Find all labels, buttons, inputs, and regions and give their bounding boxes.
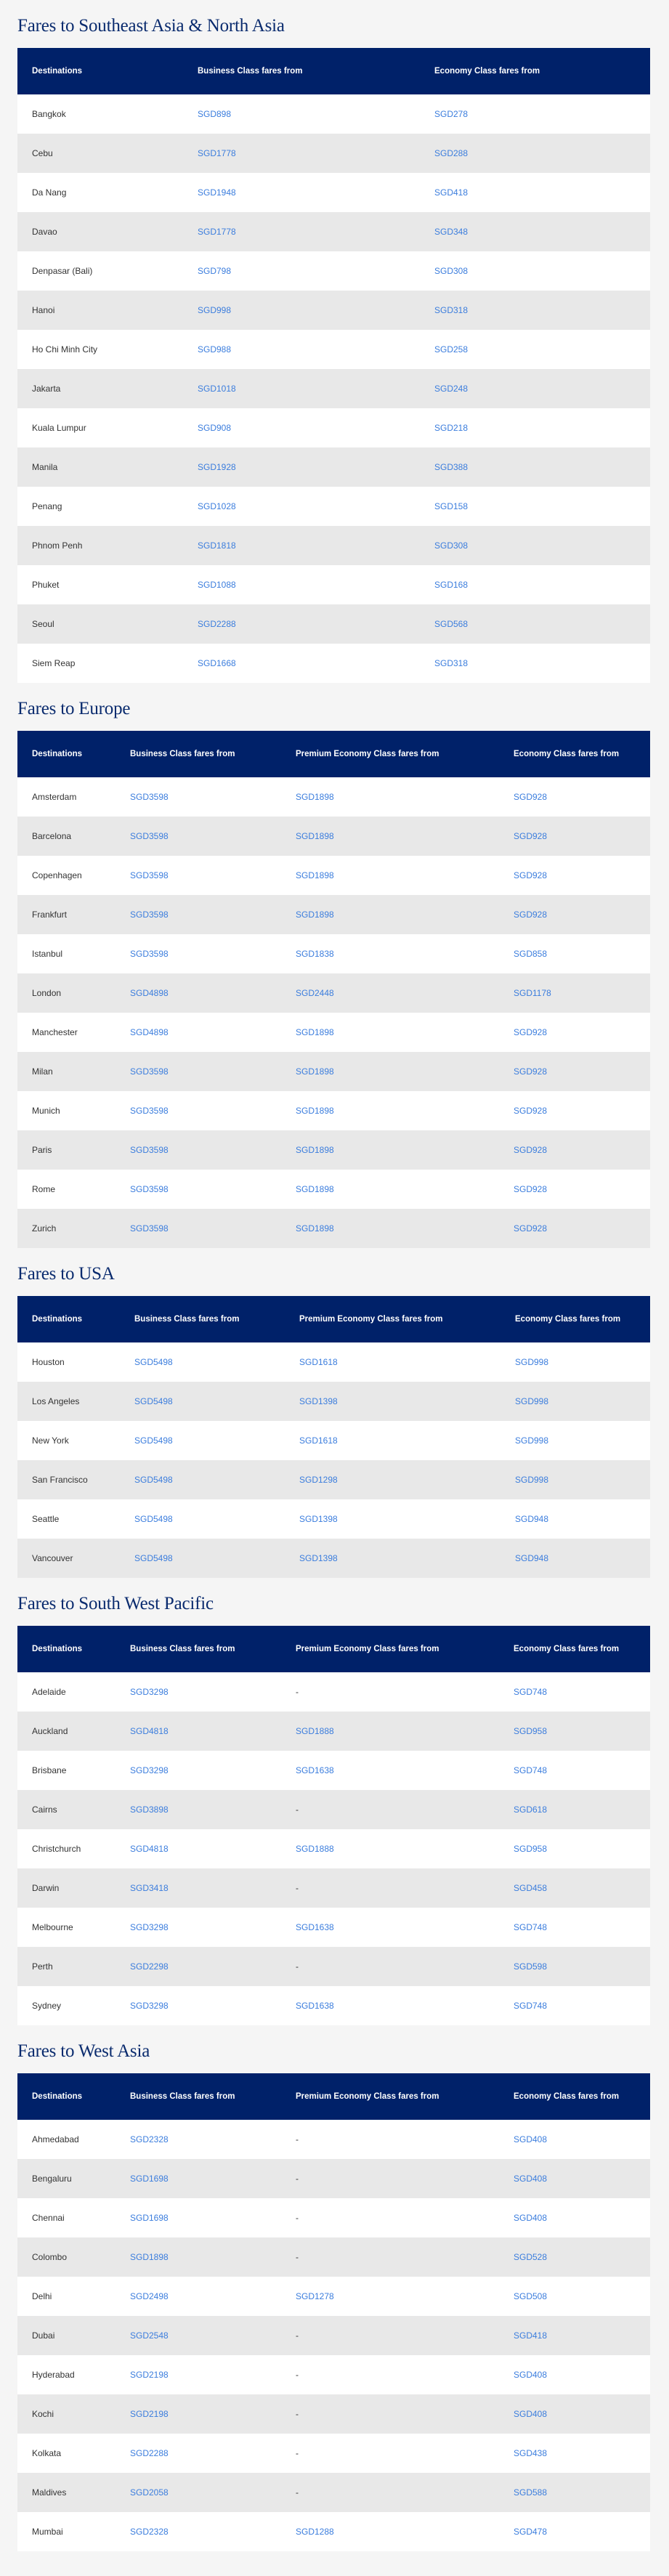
fare-link[interactable]: SGD1838 <box>296 949 334 959</box>
fare-link[interactable]: SGD1698 <box>130 2213 169 2223</box>
table-row <box>17 2394 650 2434</box>
destination-name: Istanbul <box>32 949 63 959</box>
fare-link[interactable]: SGD1898 <box>296 910 334 920</box>
table-row <box>17 1209 650 1248</box>
fare-unavailable: - <box>296 1805 299 1815</box>
fare-link[interactable]: SGD2448 <box>296 988 334 998</box>
table-row <box>17 604 650 644</box>
destination-name: Jakarta <box>32 384 61 394</box>
table-row <box>17 2512 650 2551</box>
fare-link[interactable]: SGD408 <box>514 2213 548 2223</box>
table-header-row <box>17 2073 650 2120</box>
table-row <box>17 2198 650 2237</box>
fare-unavailable: - <box>296 2409 299 2419</box>
column-header: Premium Economy Class fares from <box>296 750 439 758</box>
destination-name: Mumbai <box>32 2527 63 2537</box>
fare-link[interactable]: SGD5498 <box>134 1357 173 1367</box>
fare-link[interactable]: SGD388 <box>434 462 469 472</box>
fare-link[interactable]: SGD928 <box>514 1027 548 1037</box>
column-header: Economy Class fares from <box>434 67 540 76</box>
column-header: Business Class fares from <box>130 2092 235 2101</box>
fare-link[interactable]: SGD1398 <box>299 1514 338 1524</box>
fare-link[interactable]: SGD958 <box>514 1726 548 1736</box>
destination-name: Vancouver <box>32 1553 73 1563</box>
column-header: Business Class fares from <box>130 1645 235 1653</box>
fare-link[interactable]: SGD748 <box>514 1687 548 1697</box>
fare-link[interactable]: SGD4818 <box>130 1844 169 1854</box>
table-row <box>17 2434 650 2473</box>
table-row <box>17 1790 650 1829</box>
fare-link[interactable]: SGD928 <box>514 910 548 920</box>
fare-link[interactable]: SGD1818 <box>198 540 236 551</box>
destination-name: Siem Reap <box>32 658 76 668</box>
destination-name: Bengaluru <box>32 2174 72 2184</box>
fare-link[interactable]: SGD1638 <box>296 2001 334 2011</box>
table-row <box>17 526 650 565</box>
table-row <box>17 1499 650 1539</box>
table-row <box>17 1947 650 1986</box>
fare-unavailable: - <box>296 2213 299 2223</box>
table-row <box>17 1868 650 1908</box>
fare-link[interactable]: SGD568 <box>434 619 469 629</box>
fare-link[interactable]: SGD1298 <box>299 1475 338 1485</box>
fare-link[interactable]: SGD3298 <box>130 1922 169 1932</box>
section-title: Fares to South West Pacific <box>17 1594 214 1613</box>
fare-link[interactable]: SGD928 <box>514 870 548 880</box>
destination-name: Da Nang <box>32 187 67 198</box>
destination-name: Auckland <box>32 1726 68 1736</box>
fare-link[interactable]: SGD278 <box>434 109 469 119</box>
fare-link[interactable]: SGD478 <box>514 2527 548 2537</box>
fare-link[interactable]: SGD438 <box>514 2448 548 2458</box>
destination-name: Melbourne <box>32 1922 73 1932</box>
fare-link[interactable]: SGD1618 <box>299 1357 338 1367</box>
fare-link[interactable]: SGD508 <box>514 2291 548 2301</box>
table-row <box>17 408 650 447</box>
column-header: Business Class fares from <box>130 750 235 758</box>
fare-link[interactable]: SGD4898 <box>130 988 169 998</box>
table-row <box>17 973 650 1013</box>
table-row <box>17 1751 650 1790</box>
table-row <box>17 1130 650 1170</box>
fare-link[interactable]: SGD2298 <box>130 1961 169 1972</box>
fare-link[interactable]: SGD418 <box>514 2330 548 2341</box>
column-header: Business Class fares from <box>134 1315 240 1324</box>
destination-name: Bangkok <box>32 109 66 119</box>
table-row <box>17 212 650 251</box>
column-header: Economy Class fares from <box>514 1645 620 1653</box>
fare-link[interactable]: SGD2548 <box>130 2330 169 2341</box>
destination-name: Phuket <box>32 580 60 590</box>
fare-unavailable: - <box>296 2487 299 2498</box>
fare-link[interactable]: SGD1898 <box>296 1145 334 1155</box>
destination-name: Sydney <box>32 2001 62 2011</box>
column-header: Economy Class fares from <box>515 1315 621 1324</box>
table-row <box>17 2473 650 2512</box>
fare-link[interactable]: SGD958 <box>514 1844 548 1854</box>
fare-link[interactable]: SGD4818 <box>130 1726 169 1736</box>
table-row <box>17 134 650 173</box>
fare-link[interactable]: SGD998 <box>515 1396 549 1406</box>
fare-link[interactable]: SGD598 <box>514 1961 548 1972</box>
fare-link[interactable]: SGD3598 <box>130 1145 169 1155</box>
table-row <box>17 251 650 291</box>
fare-link[interactable]: SGD3598 <box>130 1223 169 1234</box>
section-west-asia <box>17 2025 650 2551</box>
destination-name: Denpasar (Bali) <box>32 266 93 276</box>
fare-link[interactable]: SGD248 <box>434 384 469 394</box>
column-header: Destinations <box>32 2092 83 2101</box>
destination-name: Colombo <box>32 2252 68 2262</box>
table-row <box>17 1342 650 1382</box>
destination-name: Hyderabad <box>32 2370 75 2380</box>
fare-link[interactable]: SGD928 <box>514 1184 548 1194</box>
fare-link[interactable]: SGD1898 <box>296 792 334 802</box>
destination-name: Barcelona <box>32 831 72 841</box>
table-row <box>17 1908 650 1947</box>
fare-link[interactable]: SGD3598 <box>130 1106 169 1116</box>
fare-link[interactable]: SGD3898 <box>130 1805 169 1815</box>
fares-table <box>17 731 650 1248</box>
destination-name: New York <box>32 1435 69 1446</box>
fare-link[interactable]: SGD318 <box>434 305 469 315</box>
fare-link[interactable]: SGD1178 <box>514 988 551 998</box>
column-header: Destinations <box>32 1645 83 1653</box>
fare-link[interactable]: SGD948 <box>515 1514 549 1524</box>
fare-link[interactable]: SGD3598 <box>130 831 169 841</box>
fare-link[interactable]: SGD928 <box>514 1106 548 1116</box>
fare-link[interactable]: SGD5498 <box>134 1475 173 1485</box>
fare-link[interactable]: SGD3298 <box>130 1765 169 1775</box>
table-row <box>17 1539 650 1578</box>
fare-link[interactable]: SGD1778 <box>198 148 236 158</box>
fare-link[interactable]: SGD928 <box>514 1145 548 1155</box>
destination-name: San Francisco <box>32 1475 88 1485</box>
table-row <box>17 291 650 330</box>
fare-link[interactable]: SGD1638 <box>296 1765 334 1775</box>
fare-link[interactable]: SGD908 <box>198 423 232 433</box>
destination-name: Hanoi <box>32 305 55 315</box>
destination-name: London <box>32 988 62 998</box>
fare-link[interactable]: SGD2288 <box>198 619 236 629</box>
table-row <box>17 1421 650 1460</box>
fare-link[interactable]: SGD3598 <box>130 1066 169 1077</box>
fare-link[interactable]: SGD348 <box>434 227 469 237</box>
fare-link[interactable]: SGD5498 <box>134 1514 173 1524</box>
fare-link[interactable]: SGD258 <box>434 344 469 355</box>
fare-link[interactable]: SGD5498 <box>134 1435 173 1446</box>
destination-name: Paris <box>32 1145 52 1155</box>
destination-name: Kuala Lumpur <box>32 423 86 433</box>
fare-link[interactable]: SGD928 <box>514 1223 548 1234</box>
fare-link[interactable]: SGD3598 <box>130 910 169 920</box>
fare-link[interactable]: SGD748 <box>514 2001 548 2011</box>
fare-link[interactable]: SGD1898 <box>296 1027 334 1037</box>
fare-link[interactable]: SGD2328 <box>130 2527 169 2537</box>
destination-name: Maldives <box>32 2487 67 2498</box>
fare-link[interactable]: SGD998 <box>515 1475 549 1485</box>
fare-link[interactable]: SGD1948 <box>198 187 236 198</box>
table-row <box>17 565 650 604</box>
table-row <box>17 369 650 408</box>
destination-name: Darwin <box>32 1883 60 1893</box>
fare-unavailable: - <box>296 1883 299 1893</box>
fare-link[interactable]: SGD798 <box>198 266 232 276</box>
fare-unavailable: - <box>296 2134 299 2144</box>
destination-name: Seattle <box>32 1514 60 1524</box>
fare-unavailable: - <box>296 2330 299 2341</box>
fare-unavailable: - <box>296 1961 299 1972</box>
fare-link[interactable]: SGD158 <box>434 501 469 511</box>
destination-name: Munich <box>32 1106 60 1116</box>
table-row <box>17 2277 650 2316</box>
table-row <box>17 2159 650 2198</box>
table-row <box>17 1712 650 1751</box>
fare-unavailable: - <box>296 2252 299 2262</box>
fare-link[interactable]: SGD1898 <box>296 1223 334 1234</box>
column-header: Economy Class fares from <box>514 750 620 758</box>
fare-link[interactable]: SGD748 <box>514 1922 548 1932</box>
fare-link[interactable]: SGD1778 <box>198 227 236 237</box>
destination-name: Los Angeles <box>32 1396 80 1406</box>
table-row <box>17 2237 650 2277</box>
column-header: Destinations <box>32 67 83 76</box>
table-row <box>17 934 650 973</box>
fare-unavailable: - <box>296 2370 299 2380</box>
destination-name: Cebu <box>32 148 53 158</box>
fare-link[interactable]: SGD1898 <box>130 2252 169 2262</box>
fare-link[interactable]: SGD988 <box>198 344 232 355</box>
table-row <box>17 856 650 895</box>
fare-link[interactable]: SGD3598 <box>130 870 169 880</box>
fare-link[interactable]: SGD1398 <box>299 1396 338 1406</box>
destination-name: Chennai <box>32 2213 65 2223</box>
fare-link[interactable]: SGD1638 <box>296 1922 334 1932</box>
fare-link[interactable]: SGD5498 <box>134 1553 173 1563</box>
fare-link[interactable]: SGD998 <box>515 1357 549 1367</box>
destination-name: Perth <box>32 1961 53 1972</box>
fare-link[interactable]: SGD2198 <box>130 2370 169 2380</box>
fare-link[interactable]: SGD1398 <box>299 1553 338 1563</box>
destination-name: Frankfurt <box>32 910 68 920</box>
fare-link[interactable]: SGD418 <box>434 187 469 198</box>
fare-link[interactable]: SGD1028 <box>198 501 236 511</box>
table-row <box>17 777 650 817</box>
page-bottom-spacer <box>17 2551 650 2566</box>
table-row <box>17 1986 650 2025</box>
fare-link[interactable]: SGD998 <box>515 1435 549 1446</box>
table-row <box>17 817 650 856</box>
table-row <box>17 1013 650 1052</box>
fare-link[interactable]: SGD3418 <box>130 1883 169 1893</box>
destination-name: Houston <box>32 1357 65 1367</box>
destination-name: Seoul <box>32 619 54 629</box>
fare-link[interactable]: SGD1278 <box>296 2291 334 2301</box>
destination-name: Rome <box>32 1184 56 1194</box>
fare-link[interactable]: SGD2328 <box>130 2134 169 2144</box>
destination-name: Zurich <box>32 1223 57 1234</box>
destination-name: Penang <box>32 501 62 511</box>
table-header-row <box>17 731 650 777</box>
fare-link[interactable]: SGD998 <box>198 305 232 315</box>
destination-name: Christchurch <box>32 1844 81 1854</box>
fare-link[interactable]: SGD318 <box>434 658 469 668</box>
fare-link[interactable]: SGD2288 <box>130 2448 169 2458</box>
destination-name: Milan <box>32 1066 53 1077</box>
table-row <box>17 644 650 683</box>
column-header: Destinations <box>32 750 83 758</box>
fares-table <box>17 48 650 683</box>
destination-name: Cairns <box>32 1805 57 1815</box>
section-title: Fares to Europe <box>17 699 131 718</box>
fare-link[interactable]: SGD1618 <box>299 1435 338 1446</box>
fare-link[interactable]: SGD898 <box>198 109 232 119</box>
fare-link[interactable]: SGD308 <box>434 266 469 276</box>
table-row <box>17 447 650 487</box>
destination-name: Ho Chi Minh City <box>32 344 98 355</box>
fare-link[interactable]: SGD1928 <box>198 462 236 472</box>
column-header: Premium Economy Class fares from <box>296 2092 439 2101</box>
fare-link[interactable]: SGD928 <box>514 792 548 802</box>
destination-name: Copenhagen <box>32 870 82 880</box>
fare-link[interactable]: SGD1288 <box>296 2527 334 2537</box>
table-row <box>17 487 650 526</box>
fare-link[interactable]: SGD3298 <box>130 1687 169 1697</box>
table-row <box>17 1091 650 1130</box>
fare-link[interactable]: SGD1018 <box>198 384 236 394</box>
section-south-west-pacific <box>17 1578 650 2025</box>
fare-unavailable: - <box>296 1687 299 1697</box>
fare-unavailable: - <box>296 2174 299 2184</box>
destination-name: Davao <box>32 227 57 237</box>
fare-link[interactable]: SGD948 <box>515 1553 549 1563</box>
fare-link[interactable]: SGD1888 <box>296 1726 334 1736</box>
section-europe <box>17 683 650 1248</box>
table-row <box>17 2316 650 2355</box>
fare-link[interactable]: SGD2198 <box>130 2409 169 2419</box>
table-header-row <box>17 1296 650 1342</box>
destination-name: Brisbane <box>32 1765 67 1775</box>
destination-name: Phnom Penh <box>32 540 83 551</box>
column-header: Premium Economy Class fares from <box>296 1645 439 1653</box>
fare-link[interactable]: SGD1888 <box>296 1844 334 1854</box>
fare-link[interactable]: SGD3598 <box>130 949 169 959</box>
destination-name: Manila <box>32 462 58 472</box>
section-usa <box>17 1248 650 1578</box>
fare-link[interactable]: SGD1898 <box>296 1066 334 1077</box>
fare-link[interactable]: SGD748 <box>514 1765 548 1775</box>
fare-link[interactable]: SGD588 <box>514 2487 548 2498</box>
table-header-row <box>17 1626 650 1672</box>
fares-table <box>17 1296 650 1578</box>
fares-table <box>17 1626 650 2025</box>
fare-link[interactable]: SGD408 <box>514 2134 548 2144</box>
fare-link[interactable]: SGD528 <box>514 2252 548 2262</box>
fare-link[interactable]: SGD3298 <box>130 2001 169 2011</box>
fare-link[interactable]: SGD1898 <box>296 1106 334 1116</box>
table-row <box>17 330 650 369</box>
table-row <box>17 1829 650 1868</box>
fare-link[interactable]: SGD1088 <box>198 580 236 590</box>
fare-link[interactable]: SGD1898 <box>296 870 334 880</box>
destination-name: Kochi <box>32 2409 54 2419</box>
column-header: Business Class fares from <box>198 67 303 76</box>
table-header-row <box>17 48 650 94</box>
table-row <box>17 173 650 212</box>
table-row <box>17 1460 650 1499</box>
fare-link[interactable]: SGD168 <box>434 580 469 590</box>
fares-table <box>17 2073 650 2551</box>
destination-name: Dubai <box>32 2330 55 2341</box>
table-row <box>17 94 650 134</box>
fare-link[interactable]: SGD408 <box>514 2409 548 2419</box>
section-southeast-north-asia <box>17 0 650 683</box>
destination-name: Delhi <box>32 2291 52 2301</box>
table-row <box>17 1170 650 1209</box>
column-header: Premium Economy Class fares from <box>299 1315 443 1324</box>
fare-link[interactable]: SGD218 <box>434 423 469 433</box>
fare-link[interactable]: SGD928 <box>514 831 548 841</box>
table-row <box>17 1382 650 1421</box>
fare-link[interactable]: SGD1668 <box>198 658 236 668</box>
fare-link[interactable]: SGD458 <box>514 1883 548 1893</box>
column-header: Destinations <box>32 1315 83 1324</box>
destination-name: Kolkata <box>32 2448 62 2458</box>
fare-link[interactable]: SGD1898 <box>296 831 334 841</box>
destination-name: Manchester <box>32 1027 78 1037</box>
table-row <box>17 895 650 934</box>
table-row <box>17 1052 650 1091</box>
table-row <box>17 2355 650 2394</box>
fare-link[interactable]: SGD1898 <box>296 1184 334 1194</box>
fare-link[interactable]: SGD2498 <box>130 2291 169 2301</box>
fare-link[interactable]: SGD3598 <box>130 1184 169 1194</box>
fare-link[interactable]: SGD308 <box>434 540 469 551</box>
destination-name: Ahmedabad <box>32 2134 79 2144</box>
fare-unavailable: - <box>296 2448 299 2458</box>
fare-link[interactable]: SGD3598 <box>130 792 169 802</box>
table-row <box>17 2120 650 2159</box>
section-title: Fares to USA <box>17 1264 115 1284</box>
fare-link[interactable]: SGD408 <box>514 2370 548 2380</box>
destination-name: Adelaide <box>32 1687 66 1697</box>
section-title: Fares to Southeast Asia & North Asia <box>17 16 285 36</box>
fare-link[interactable]: SGD288 <box>434 148 469 158</box>
destination-name: Amsterdam <box>32 792 77 802</box>
table-row <box>17 1672 650 1712</box>
fare-link[interactable]: SGD618 <box>514 1805 548 1815</box>
fare-link[interactable]: SGD2058 <box>130 2487 169 2498</box>
column-header: Economy Class fares from <box>514 2092 620 2101</box>
fare-link[interactable]: SGD858 <box>514 949 548 959</box>
fare-link[interactable]: SGD408 <box>514 2174 548 2184</box>
fare-link[interactable]: SGD4898 <box>130 1027 169 1037</box>
section-title: Fares to West Asia <box>17 2041 150 2061</box>
fare-link[interactable]: SGD928 <box>514 1066 548 1077</box>
fare-link[interactable]: SGD5498 <box>134 1396 173 1406</box>
fare-link[interactable]: SGD1698 <box>130 2174 169 2184</box>
